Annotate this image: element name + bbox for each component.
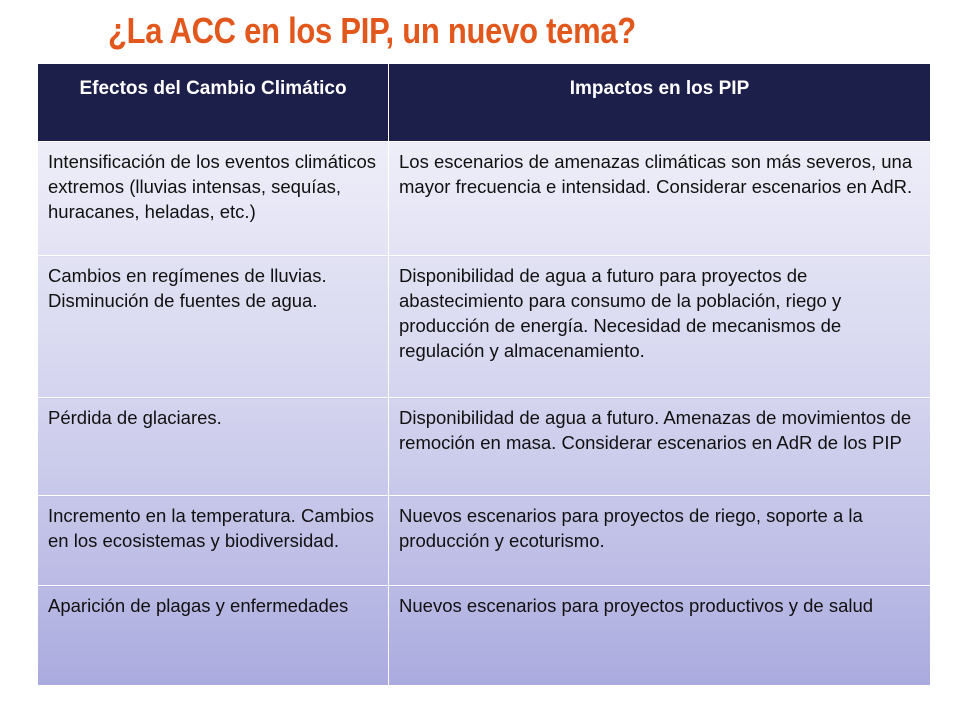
table-row	[38, 398, 931, 496]
effects-impacts-table	[37, 63, 931, 686]
table-row	[38, 586, 931, 686]
effect-cell: Intensificación de los eventos climáticos extremos (lluvias intensas, sequías, huracanes, heladas, etc.)	[38, 142, 389, 256]
table-row	[38, 142, 931, 256]
header-impacts: Impactos en los PIP	[389, 64, 931, 142]
effect-cell: Incremento en la temperatura. Cambios en los ecosistemas y biodiversidad.	[38, 496, 389, 586]
effect-cell: Pérdida de glaciares.	[38, 398, 389, 496]
impact-cell: Nuevos escenarios para proyectos productivos y de salud	[389, 586, 931, 686]
header-effects: Efectos del Cambio Climático	[38, 64, 389, 142]
impact-cell: Los escenarios de amenazas climáticas son más severos, una mayor frecuencia e intensidad. Considerar escenarios en AdR.	[389, 142, 931, 256]
effect-cell: Cambios en regímenes de lluvias. Disminución de fuentes de agua.	[38, 256, 389, 398]
table-row	[38, 256, 931, 398]
slide-title: ¿La ACC en los PIP, un nuevo tema?	[108, 10, 636, 51]
impact-cell: Nuevos escenarios para proyectos de riego, soporte a la producción y ecoturismo.	[389, 496, 931, 586]
effect-cell: Aparición de plagas y enfermedades	[38, 586, 389, 686]
table-row	[38, 496, 931, 586]
impact-cell: Disponibilidad de agua a futuro para proyectos de abastecimiento para consumo de la población, riego y producción de energía. Necesidad de mecanismos de regulación y almacenamiento.	[389, 256, 931, 398]
impact-cell: Disponibilidad de agua a futuro. Amenazas de movimientos de remoción en masa. Considerar escenarios en AdR de los PIP	[389, 398, 931, 496]
table-header-row	[38, 64, 931, 142]
